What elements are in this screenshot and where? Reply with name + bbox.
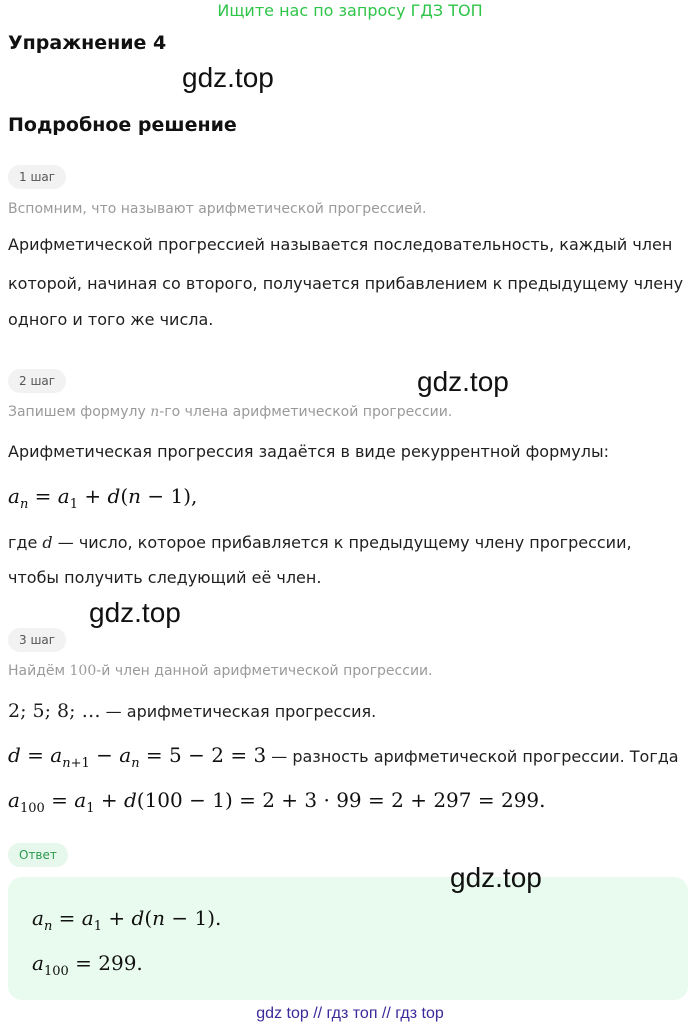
promo-banner[interactable]: Ищите нас по запросу ГДЗ ТОП: [217, 1, 483, 20]
step-2-badge: 2 шаг: [8, 369, 66, 393]
step-1-text-line: которой, начиная со второго, получается прибавлением к предыдущему члену: [8, 274, 684, 293]
watermark: gdz.top: [182, 62, 274, 93]
final-formula: $a_{100} = a_1 + d(100 - 1) = 2 + 3 \cdot 99 = 2 + 297 = 299$.: [8, 788, 546, 816]
watermark: gdz.top: [89, 597, 181, 628]
answer-box: [8, 877, 688, 1000]
exercise-title: Упражнение 4: [8, 32, 167, 54]
answer-value: $a_{100} = 299$.: [32, 951, 143, 979]
step-2-text-line: где d — число, которое прибавляется к предыдущему члену прогрессии,: [8, 533, 632, 552]
step-2-text-line: Арифметическая прогрессия задаётся в виде рекуррентной формулы:: [8, 442, 610, 461]
step-2-hint: Запишем формулу n-го члена арифметической прогрессии.: [8, 404, 453, 420]
step-3-hint: Найдём 100-й член данной арифметической прогрессии.: [8, 663, 433, 679]
recurrent-formula: $a_n = a_1 + d(n - 1)$,: [8, 484, 198, 512]
watermark: gdz.top: [450, 862, 542, 893]
step-3-badge: 3 шаг: [8, 628, 66, 652]
difference-formula: $d = a_{n+1} - a_n = 5 - 2 = 3$: [8, 743, 267, 771]
footer-links[interactable]: gdz top // гдз топ // гдз top: [256, 1005, 444, 1022]
step-1-hint: Вспомним, что называют арифметической прогрессией.: [8, 201, 427, 217]
step-1-badge: 1 шаг: [8, 165, 66, 189]
solution-heading: Подробное решение: [8, 114, 237, 136]
step-2-text-line: чтобы получить следующий её член.: [8, 568, 322, 587]
step-1-text-line: одного и того же числа.: [8, 310, 214, 329]
sequence-line: 2; 5; 8; … — арифметическая прогрессия.: [8, 700, 377, 722]
answer-formula: $a_n = a_1 + d(n - 1)$.: [32, 906, 222, 934]
watermark: gdz.top: [417, 366, 509, 397]
step-1-text-line: Арифметической прогрессией называется последовательность, каждый член: [8, 235, 673, 254]
difference-line: $d = a_{n+1} - a_n = 5 - 2 = 3$ — разность арифметической прогрессии. Тогда: [8, 743, 679, 771]
answer-badge: Ответ: [8, 843, 68, 867]
